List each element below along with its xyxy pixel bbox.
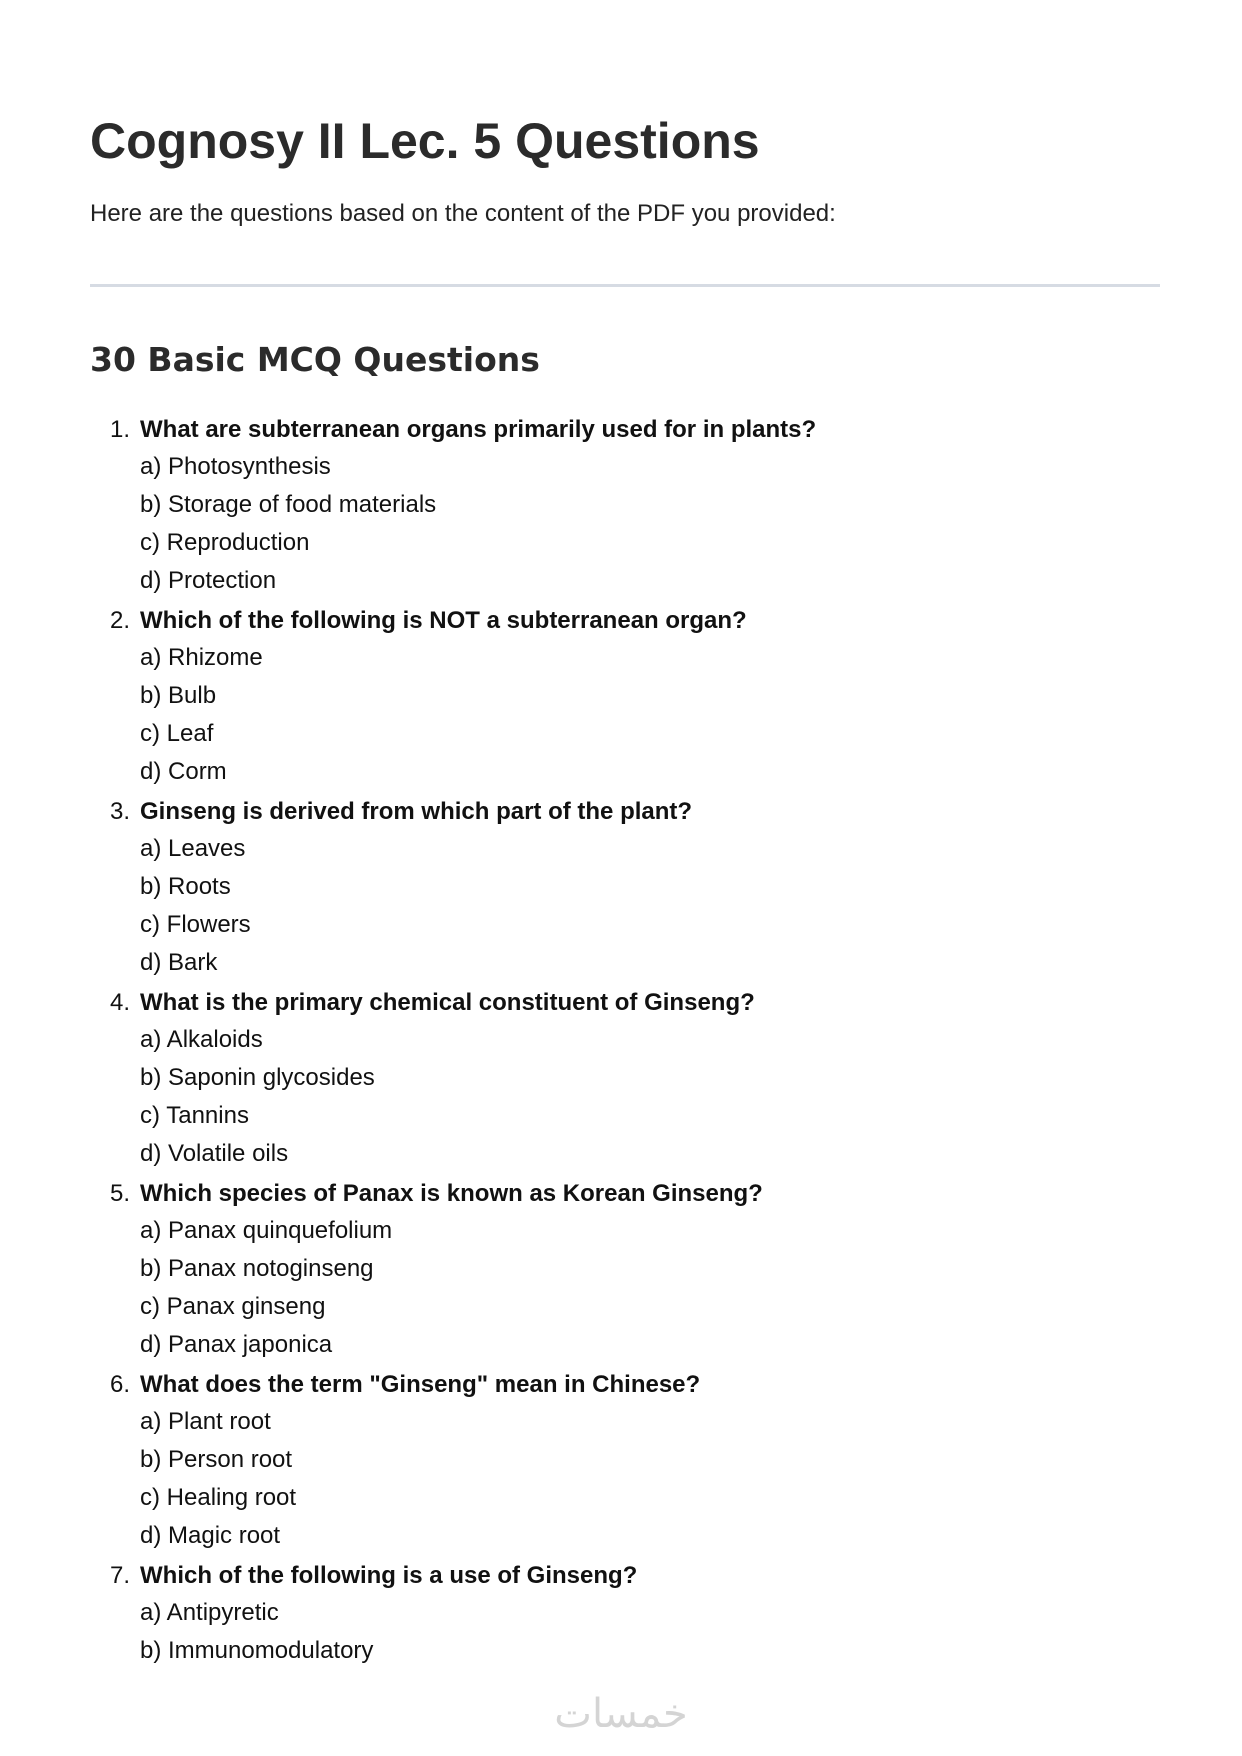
answer-option: b) Roots (140, 873, 231, 900)
question-item (90, 985, 1160, 1173)
page-title: Cognosy II Lec. 5 Questions (90, 113, 760, 169)
question-text: What does the term "Ginseng" mean in Chinese? (140, 1371, 701, 1398)
answer-option: d) Panax japonica (140, 1331, 333, 1358)
answer-option: a) Alkaloids (140, 1026, 263, 1053)
question-item (90, 1367, 1160, 1555)
answer-option: a) Plant root (140, 1408, 271, 1435)
question-number: 3. (110, 798, 131, 825)
question-number: 6. (110, 1371, 131, 1398)
answer-option: d) Bark (140, 949, 218, 976)
question-number: 2. (110, 607, 131, 634)
answer-option: b) Panax notoginseng (140, 1255, 374, 1282)
answer-option: c) Reproduction (140, 529, 310, 556)
answer-option: d) Volatile oils (140, 1140, 289, 1167)
watermark-logo: خمسات (554, 1691, 688, 1737)
answer-option: c) Leaf (140, 720, 214, 747)
answer-option: b) Person root (140, 1446, 293, 1473)
answer-option: a) Leaves (140, 835, 246, 862)
question-number: 4. (110, 989, 131, 1016)
answer-option: d) Magic root (140, 1522, 281, 1549)
question-number: 7. (110, 1562, 131, 1589)
intro-text: Here are the questions based on the content of the PDF you provided: (90, 200, 836, 227)
answer-option: b) Bulb (140, 682, 217, 709)
answer-option: c) Panax ginseng (140, 1293, 326, 1320)
question-text: Which of the following is NOT a subterranean organ? (140, 607, 747, 634)
section-heading: 30 Basic MCQ Questions (90, 340, 540, 379)
question-number: 1. (110, 416, 131, 443)
question-item (90, 1176, 1160, 1364)
answer-option: a) Panax quinquefolium (140, 1217, 393, 1244)
question-text: What are subterranean organs primarily used for in plants? (140, 416, 817, 443)
answer-option: b) Storage of food materials (140, 491, 437, 518)
question-list (90, 412, 1160, 1673)
answer-option: a) Photosynthesis (140, 453, 331, 480)
answer-option: d) Corm (140, 758, 227, 785)
question-item (90, 603, 1160, 791)
question-text: Which species of Panax is known as Korean Ginseng? (140, 1180, 763, 1207)
answer-option: c) Tannins (140, 1102, 249, 1129)
question-number: 5. (110, 1180, 131, 1207)
question-item (90, 1558, 1160, 1670)
answer-option: a) Rhizome (140, 644, 263, 671)
question-item (90, 412, 1160, 600)
answer-option: c) Flowers (140, 911, 251, 938)
answer-option: d) Protection (140, 567, 277, 594)
horizontal-divider (90, 284, 1160, 287)
answer-option: b) Immunomodulatory (140, 1637, 374, 1664)
question-text: Which of the following is a use of Ginseng? (140, 1562, 638, 1589)
question-text: What is the primary chemical constituent of Ginseng? (140, 989, 755, 1016)
question-text: Ginseng is derived from which part of the plant? (140, 798, 693, 825)
answer-option: c) Healing root (140, 1484, 297, 1511)
answer-option: a) Antipyretic (140, 1599, 279, 1626)
question-item (90, 794, 1160, 982)
answer-option: b) Saponin glycosides (140, 1064, 375, 1091)
